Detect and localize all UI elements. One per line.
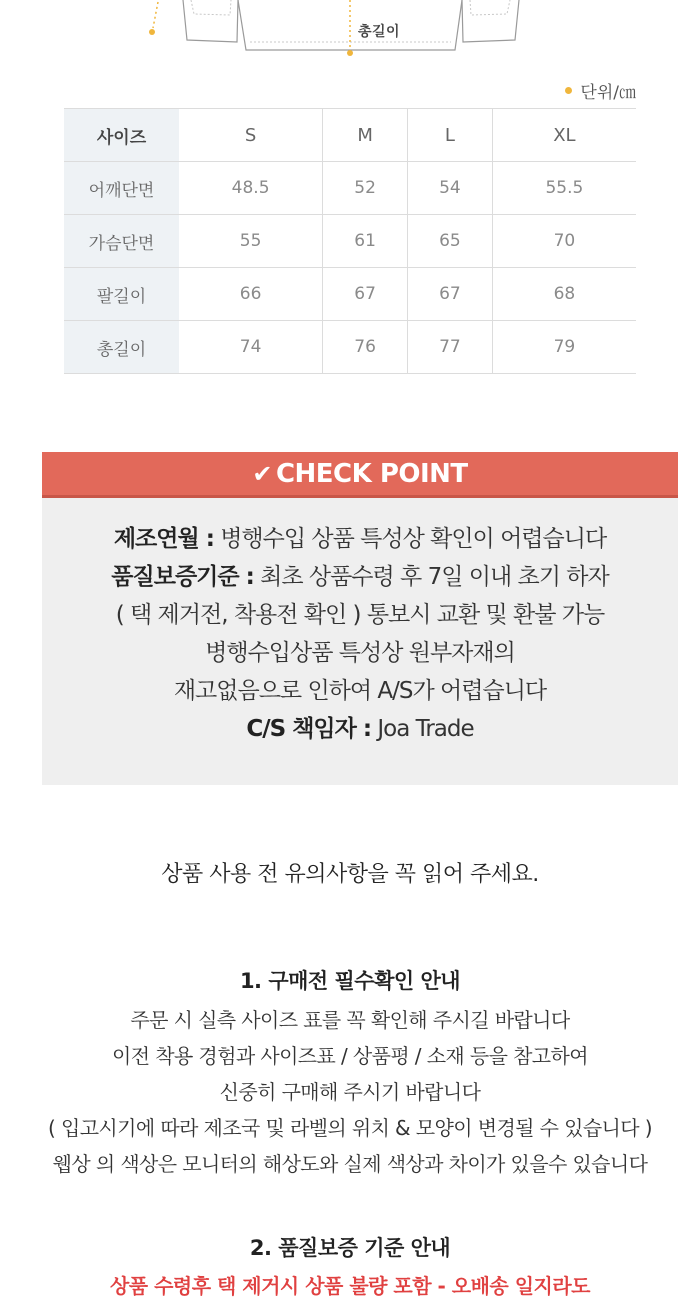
garment-outline-illustration	[0, 0, 700, 62]
notice-line: 웹상 의 색상은 모니터의 해상도와 실제 색상과 차이가 있을수 있습니다	[52, 1152, 648, 1176]
row-label: 총길이	[64, 321, 179, 374]
size-header-cell: L	[407, 109, 492, 162]
table-cell: 52	[323, 162, 408, 215]
manufacture-date-line	[42, 520, 678, 558]
row-label: 가슴단면	[64, 215, 179, 268]
table-row	[64, 215, 636, 268]
table-cell: 70	[492, 215, 636, 268]
notice-line: ( 입고시기에 따라 제조국 및 라벨의 위치 & 모양이 변경될 수 있습니다 )	[48, 1116, 652, 1140]
row-label: 어깨단면	[64, 162, 179, 215]
table-cell: 66	[179, 268, 323, 321]
section1-lines	[0, 1002, 700, 1182]
table-cell: 48.5	[179, 162, 323, 215]
table-cell: 74	[179, 321, 323, 374]
as-unavailable-line: 재고없음으로 인하여 A/S가 어렵습니다	[173, 678, 547, 704]
table-cell: 54	[407, 162, 492, 215]
table-row	[64, 321, 636, 374]
notice-intro: 상품 사용 전 유의사항을 꼭 읽어 주세요.	[161, 862, 539, 887]
table-cell: 55.5	[492, 162, 636, 215]
check-point-title-text: CHECK POINT	[275, 458, 468, 489]
manufacture-date-label: 제조연월 :	[113, 526, 214, 552]
size-header-cell: S	[179, 109, 323, 162]
quality-standard-label: 품질보증기준 :	[111, 564, 254, 590]
table-row	[64, 162, 636, 215]
table-cell: 79	[492, 321, 636, 374]
notice-line: 주문 시 실측 사이즈 표를 꼭 확인해 주시길 바랍니다	[130, 1008, 570, 1032]
size-header-cell: XL	[492, 109, 636, 162]
bullet-dot-icon	[565, 87, 572, 94]
notice-line: 신중히 구매해 주시기 바랍니다	[219, 1080, 481, 1104]
check-point-title	[252, 459, 467, 489]
cs-manager-label: C/S 책임자 :	[246, 716, 372, 742]
size-table	[64, 108, 636, 374]
table-cell: 67	[323, 268, 408, 321]
cs-manager-text: Joa Trade	[371, 716, 474, 742]
unit-label: 단위/㎝	[580, 83, 636, 103]
parallel-import-line: 병행수입상품 특성상 원부자재의	[205, 640, 515, 666]
table-row	[64, 268, 636, 321]
quality-standard-text: 최초 상품수령 후 7일 이내 초기 하자	[253, 564, 609, 590]
size-table-header-row	[64, 109, 636, 162]
section2-warning-line: 상품 수령후 택 제거시 상품 불량 포함 - 오배송 일지라도	[109, 1274, 590, 1298]
section2-title: 2. 품질보증 기준 안내	[249, 1236, 451, 1260]
table-cell: 65	[407, 215, 492, 268]
check-point-banner	[42, 452, 678, 498]
unit-indicator	[565, 78, 636, 103]
cs-manager-line	[42, 710, 678, 748]
table-cell: 68	[492, 268, 636, 321]
table-cell: 61	[323, 215, 408, 268]
table-cell: 76	[323, 321, 408, 374]
table-cell: 55	[179, 215, 323, 268]
quality-standard-line	[42, 558, 678, 596]
table-cell: 67	[407, 268, 492, 321]
row-label: 팔길이	[64, 268, 179, 321]
garment-diagram	[0, 0, 700, 62]
section1-title: 1. 구매전 필수확인 안내	[239, 969, 461, 993]
size-header-label: 사이즈	[64, 109, 179, 162]
size-header-cell: M	[323, 109, 408, 162]
exchange-refund-line: ( 택 제거전, 착용전 확인 ) 통보시 교환 및 환불 가능	[115, 602, 605, 628]
table-cell: 77	[407, 321, 492, 374]
checkmark-icon: ✔	[252, 459, 272, 488]
check-point-panel	[42, 498, 678, 785]
total-length-label: 총길이	[358, 24, 401, 40]
manufacture-date-text: 병행수입 상품 특성상 확인이 어렵습니다	[213, 526, 607, 552]
notice-line: 이전 착용 경험과 사이즈표 / 상품평 / 소재 등을 참고하여	[112, 1044, 588, 1068]
check-point-lines	[42, 520, 678, 748]
